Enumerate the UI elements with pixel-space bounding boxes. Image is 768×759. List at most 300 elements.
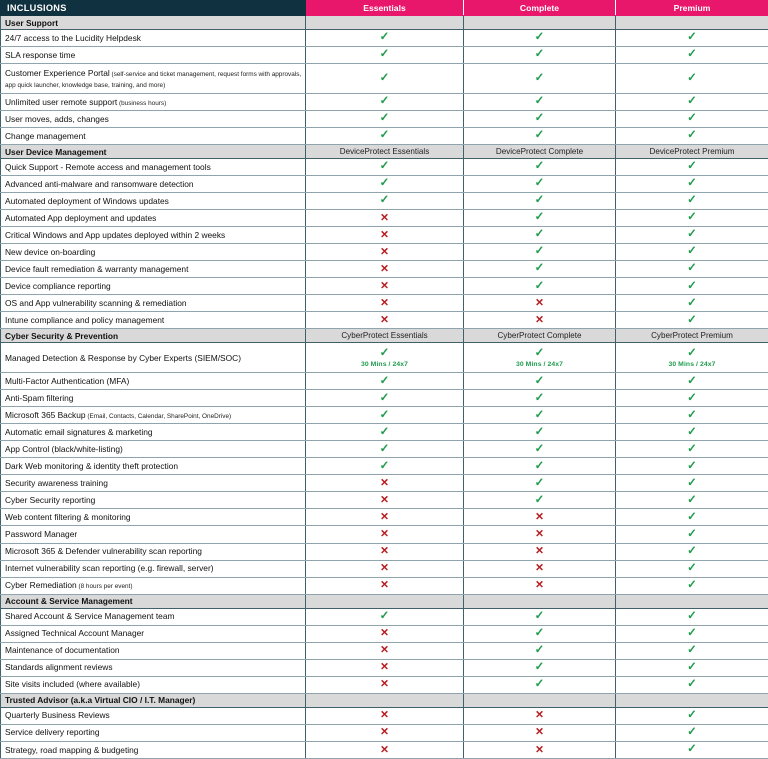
feature-label-main: OS and App vulnerability scanning & remediation [5, 298, 187, 309]
excluded-cell [464, 577, 616, 594]
column-header-complete: Complete [464, 1, 616, 16]
included-cell [616, 407, 768, 424]
included-cell [616, 343, 768, 373]
check-icon: ✓ [534, 374, 545, 387]
cell-note: 30 Mins / 24x7 [668, 361, 716, 369]
included-cell [616, 676, 768, 693]
included-cell [306, 343, 464, 373]
cross-icon: ✕ [380, 314, 389, 327]
column-header-essentials: Essentials [306, 1, 464, 16]
check-icon: ✓ [687, 160, 697, 173]
feature-label [1, 475, 306, 492]
feature-label [1, 111, 306, 128]
excluded-cell [306, 492, 464, 509]
feature-label [1, 227, 306, 244]
feature-row [1, 577, 768, 594]
feature-label-main: Managed Detection & Response by Cyber Experts (SIEM/SOC) [5, 352, 241, 363]
section-plan-note: CyberProtect Premium [616, 329, 768, 343]
feature-label-main: 24/7 access to the Lucidity Helpdesk [5, 32, 141, 43]
included-cell [616, 373, 768, 390]
excluded-cell [464, 741, 616, 758]
feature-row [1, 373, 768, 390]
check-icon: ✓ [534, 245, 545, 258]
included-cell [464, 492, 616, 509]
check-icon: ✓ [687, 643, 697, 656]
included-cell [616, 30, 768, 47]
section-header-row [1, 16, 768, 30]
feature-label-main: Microsoft 365 Backup [5, 409, 86, 420]
check-icon: ✓ [534, 346, 545, 359]
check-icon: ✓ [379, 160, 390, 173]
check-icon: ✓ [379, 391, 390, 404]
feature-label-main: Password Manager [5, 529, 78, 540]
feature-row [1, 543, 768, 560]
feature-label [1, 577, 306, 594]
included-cell [464, 475, 616, 492]
section-plan-note [464, 16, 616, 30]
check-icon: ✓ [379, 177, 390, 190]
feature-label [1, 244, 306, 261]
included-cell [616, 278, 768, 295]
included-cell [616, 741, 768, 758]
check-icon: ✓ [534, 279, 545, 292]
excluded-cell [306, 659, 464, 676]
feature-label-main: Device fault remediation & warranty management [5, 263, 189, 274]
included-cell [616, 577, 768, 594]
section-title: Account & Service Management [1, 594, 306, 608]
check-icon: ✓ [379, 442, 390, 455]
feature-row [1, 128, 768, 145]
feature-label-main: Shared Account & Service Management team [5, 611, 175, 622]
included-cell [464, 659, 616, 676]
cross-icon: ✕ [380, 562, 389, 575]
feature-row [1, 458, 768, 475]
excluded-cell [464, 543, 616, 560]
check-icon: ✓ [379, 408, 390, 421]
feature-row [1, 659, 768, 676]
feature-row [1, 176, 768, 193]
included-cell [306, 407, 464, 424]
feature-label-main: Anti-Spam filtering [5, 393, 74, 404]
included-cell [616, 390, 768, 407]
feature-row [1, 278, 768, 295]
feature-row [1, 560, 768, 577]
feature-label-main: Automatic email signatures & marketing [5, 427, 153, 438]
check-icon: ✓ [534, 48, 545, 61]
included-cell [306, 424, 464, 441]
included-cell [306, 441, 464, 458]
check-icon: ✓ [687, 279, 697, 292]
section-plan-note [464, 693, 616, 707]
check-icon: ✓ [534, 129, 545, 142]
section-header-row [1, 693, 768, 707]
feature-label-main: Device compliance reporting [5, 281, 111, 291]
header-row [1, 1, 768, 16]
feature-label-main: Critical Windows and App updates deployed within 2 weeks [5, 229, 226, 240]
section-plan-note [616, 693, 768, 707]
included-cell [306, 111, 464, 128]
included-cell [616, 244, 768, 261]
check-icon: ✓ [687, 743, 697, 756]
excluded-cell [306, 707, 464, 724]
feature-row [1, 625, 768, 642]
cross-icon: ✕ [380, 280, 389, 292]
feature-label [1, 210, 306, 227]
feature-label [1, 441, 306, 458]
section-plan-note: CyberProtect Essentials [306, 329, 464, 343]
cross-icon: ✕ [535, 579, 544, 592]
feature-label [1, 741, 306, 758]
check-icon: ✓ [534, 71, 545, 84]
included-cell [306, 193, 464, 210]
feature-row [1, 111, 768, 128]
feature-label-main: Site visits included (where available) [5, 679, 140, 690]
feature-label [1, 676, 306, 693]
feature-row [1, 210, 768, 227]
included-cell [616, 111, 768, 128]
excluded-cell [306, 526, 464, 543]
included-cell [464, 278, 616, 295]
included-cell [464, 343, 616, 373]
feature-label [1, 159, 306, 176]
included-cell [464, 128, 616, 145]
included-cell [464, 407, 616, 424]
feature-label-main: Maintenance of documentation [5, 645, 120, 656]
feature-label-main: Assigned Technical Account Manager [5, 628, 145, 639]
feature-label-main: Quarterly Business Reviews [5, 710, 110, 721]
check-icon: ✓ [379, 71, 390, 84]
excluded-cell [306, 577, 464, 594]
feature-row [1, 261, 768, 278]
check-icon: ✓ [379, 459, 390, 472]
included-cell [616, 458, 768, 475]
included-cell [616, 707, 768, 724]
column-header-premium: Premium [616, 1, 768, 16]
check-icon: ✓ [687, 313, 697, 326]
feature-row [1, 64, 768, 94]
feature-label-note: (8 hours per event) [76, 583, 133, 591]
included-cell [464, 47, 616, 64]
check-icon: ✓ [687, 228, 697, 241]
included-cell [616, 509, 768, 526]
check-icon: ✓ [687, 459, 697, 472]
feature-label [1, 526, 306, 543]
check-icon: ✓ [687, 95, 697, 108]
feature-row [1, 441, 768, 458]
cross-icon: ✕ [535, 726, 544, 739]
included-cell [616, 724, 768, 741]
feature-row [1, 724, 768, 741]
feature-row [1, 343, 768, 373]
feature-label-main: SLA response time [5, 49, 76, 60]
cross-icon: ✕ [380, 228, 389, 241]
feature-row [1, 227, 768, 244]
included-cell [616, 193, 768, 210]
included-cell [616, 625, 768, 642]
check-icon: ✓ [379, 374, 390, 387]
included-cell [306, 64, 464, 94]
feature-row [1, 676, 768, 693]
cross-icon: ✕ [535, 562, 544, 575]
excluded-cell [306, 543, 464, 560]
check-icon: ✓ [687, 262, 697, 275]
check-icon: ✓ [534, 391, 545, 404]
cross-icon: ✕ [380, 211, 389, 224]
feature-label-main: Microsoft 365 & Defender vulnerability scan reporting [5, 546, 202, 557]
included-cell [616, 475, 768, 492]
check-icon: ✓ [687, 725, 697, 738]
cell-note: 30 Mins / 24x7 [360, 361, 409, 369]
feature-label [1, 390, 306, 407]
check-icon: ✓ [687, 71, 697, 84]
check-icon: ✓ [687, 527, 697, 540]
included-cell [616, 608, 768, 625]
feature-label-main: Cyber Remediation [5, 580, 77, 591]
included-cell [616, 210, 768, 227]
feature-row [1, 244, 768, 261]
check-icon: ✓ [687, 211, 697, 224]
cross-icon: ✕ [380, 245, 389, 258]
section-header-row [1, 329, 768, 343]
feature-row [1, 424, 768, 441]
included-cell [464, 193, 616, 210]
excluded-cell [306, 210, 464, 227]
feature-label-main: Change management [5, 130, 86, 141]
included-cell [306, 30, 464, 47]
excluded-cell [306, 741, 464, 758]
check-icon: ✓ [687, 296, 697, 309]
included-cell [616, 642, 768, 659]
feature-label-main: New device on-boarding [5, 246, 96, 257]
check-icon: ✓ [687, 48, 697, 61]
feature-row [1, 390, 768, 407]
feature-label-main: Security awareness training [5, 478, 108, 489]
feature-label-main: App Control (black/white-listing) [5, 444, 123, 455]
cross-icon: ✕ [535, 743, 544, 756]
cross-icon: ✕ [380, 644, 389, 657]
check-icon: ✓ [379, 425, 390, 438]
excluded-cell [306, 312, 464, 329]
excluded-cell [306, 642, 464, 659]
check-icon: ✓ [687, 425, 697, 438]
excluded-cell [464, 509, 616, 526]
feature-label-main: Advanced anti-malware and ransomware detection [5, 178, 194, 189]
feature-label-main: Automated deployment of Windows updates [5, 195, 169, 206]
check-icon: ✓ [687, 112, 697, 125]
check-icon: ✓ [687, 391, 697, 404]
feature-label [1, 261, 306, 278]
included-cell [306, 159, 464, 176]
check-icon: ✓ [534, 211, 545, 224]
included-cell [616, 227, 768, 244]
included-cell [306, 47, 464, 64]
feature-label-main: Quick Support - Remote access and management tools [5, 161, 211, 172]
feature-label [1, 707, 306, 724]
cross-icon: ✕ [380, 709, 389, 722]
included-cell [616, 94, 768, 111]
check-icon: ✓ [534, 493, 545, 506]
included-cell [464, 458, 616, 475]
included-cell [464, 642, 616, 659]
excluded-cell [306, 278, 464, 295]
check-icon: ✓ [687, 626, 697, 639]
feature-row [1, 707, 768, 724]
check-icon: ✓ [534, 626, 545, 639]
feature-label-main: Multi-Factor Authentication (MFA) [5, 376, 130, 387]
excluded-cell [306, 475, 464, 492]
feature-row [1, 159, 768, 176]
feature-label [1, 128, 306, 145]
excluded-cell [464, 707, 616, 724]
excluded-cell [306, 724, 464, 741]
check-icon: ✓ [687, 442, 697, 455]
check-icon: ✓ [379, 48, 390, 61]
excluded-cell [306, 295, 464, 312]
check-icon: ✓ [534, 476, 545, 489]
section-plan-note [464, 594, 616, 608]
feature-row [1, 475, 768, 492]
excluded-cell [306, 676, 464, 693]
cross-icon: ✕ [535, 545, 544, 558]
cross-icon: ✕ [380, 494, 389, 507]
feature-label-note: (Email, Contacts, Calendar, SharePoint, OneDrive) [85, 412, 232, 420]
feature-label-main: Customer Experience Portal [5, 67, 110, 78]
check-icon: ✓ [379, 194, 390, 207]
included-cell [616, 424, 768, 441]
feature-label-note: (business hours) [117, 99, 167, 107]
included-cell [464, 424, 616, 441]
check-icon: ✓ [379, 129, 390, 142]
feature-label [1, 543, 306, 560]
check-icon: ✓ [687, 129, 697, 142]
check-icon: ✓ [379, 31, 390, 44]
check-icon: ✓ [687, 476, 697, 489]
section-title: User Device Management [1, 145, 306, 159]
included-cell [464, 676, 616, 693]
section-plan-note: DeviceProtect Essentials [306, 145, 464, 159]
included-cell [306, 94, 464, 111]
feature-label-main: User moves, adds, changes [5, 113, 109, 124]
section-plan-note [616, 16, 768, 30]
excluded-cell [306, 509, 464, 526]
section-plan-note: DeviceProtect Premium [616, 145, 768, 159]
cross-icon: ✕ [380, 297, 389, 310]
feature-row [1, 47, 768, 64]
check-icon: ✓ [687, 493, 697, 506]
check-icon: ✓ [534, 408, 545, 421]
included-cell [306, 373, 464, 390]
cross-icon: ✕ [380, 678, 389, 691]
section-plan-note: DeviceProtect Complete [464, 145, 616, 159]
excluded-cell [464, 560, 616, 577]
check-icon: ✓ [687, 561, 697, 574]
cross-icon: ✕ [380, 545, 389, 558]
cross-icon: ✕ [380, 262, 389, 275]
included-cell [464, 111, 616, 128]
check-icon: ✓ [687, 374, 697, 387]
included-cell [616, 492, 768, 509]
feature-label-main: Dark Web monitoring & identity theft protection [5, 461, 179, 472]
check-icon: ✓ [534, 160, 545, 173]
check-icon: ✓ [687, 31, 697, 44]
included-cell [464, 261, 616, 278]
cross-icon: ✕ [380, 579, 389, 592]
check-icon: ✓ [534, 262, 545, 275]
cross-icon: ✕ [380, 726, 389, 739]
included-cell [616, 659, 768, 676]
included-cell [464, 64, 616, 94]
excluded-cell [464, 295, 616, 312]
check-icon: ✓ [379, 609, 390, 622]
included-cell [306, 128, 464, 145]
feature-label [1, 30, 306, 47]
feature-label-main: Unlimited user remote support [5, 96, 118, 107]
included-cell [306, 176, 464, 193]
check-icon: ✓ [534, 31, 545, 44]
feature-row [1, 312, 768, 329]
included-cell [616, 261, 768, 278]
feature-row [1, 193, 768, 210]
feature-row [1, 509, 768, 526]
check-icon: ✓ [534, 677, 545, 690]
feature-row [1, 741, 768, 758]
excluded-cell [306, 227, 464, 244]
included-cell [464, 373, 616, 390]
included-cell [616, 176, 768, 193]
section-title: Cyber Security & Prevention [1, 329, 306, 343]
included-cell [616, 543, 768, 560]
included-cell [616, 295, 768, 312]
feature-label [1, 343, 306, 373]
feature-row [1, 642, 768, 659]
cross-icon: ✕ [380, 477, 389, 490]
cross-icon: ✕ [535, 297, 544, 310]
included-cell [464, 227, 616, 244]
feature-label-main: Service delivery reporting [5, 727, 100, 738]
cross-icon: ✕ [380, 511, 389, 524]
check-icon: ✓ [534, 609, 545, 622]
feature-label [1, 193, 306, 210]
feature-row [1, 526, 768, 543]
section-plan-note [306, 16, 464, 30]
feature-row [1, 94, 768, 111]
feature-label [1, 642, 306, 659]
check-icon: ✓ [534, 112, 545, 125]
feature-label [1, 373, 306, 390]
excluded-cell [464, 526, 616, 543]
check-icon: ✓ [687, 609, 697, 622]
section-header-row [1, 594, 768, 608]
feature-label [1, 278, 306, 295]
excluded-cell [306, 244, 464, 261]
feature-label-main: Strategy, road mapping & budgeting [5, 744, 139, 755]
feature-label [1, 64, 306, 94]
cross-icon: ✕ [380, 743, 389, 756]
included-cell [306, 608, 464, 625]
feature-label [1, 424, 306, 441]
feature-label-note: (self-service and ticket management, request forms with approvals, app quick launcher, knowledge base, training, and more) [5, 70, 302, 89]
included-cell [464, 176, 616, 193]
check-icon: ✓ [687, 660, 697, 673]
included-cell [464, 30, 616, 47]
included-cell [464, 625, 616, 642]
check-icon: ✓ [687, 708, 697, 721]
check-icon: ✓ [687, 177, 697, 190]
excluded-cell [464, 312, 616, 329]
feature-label [1, 509, 306, 526]
check-icon: ✓ [534, 643, 545, 656]
check-icon: ✓ [534, 425, 545, 438]
